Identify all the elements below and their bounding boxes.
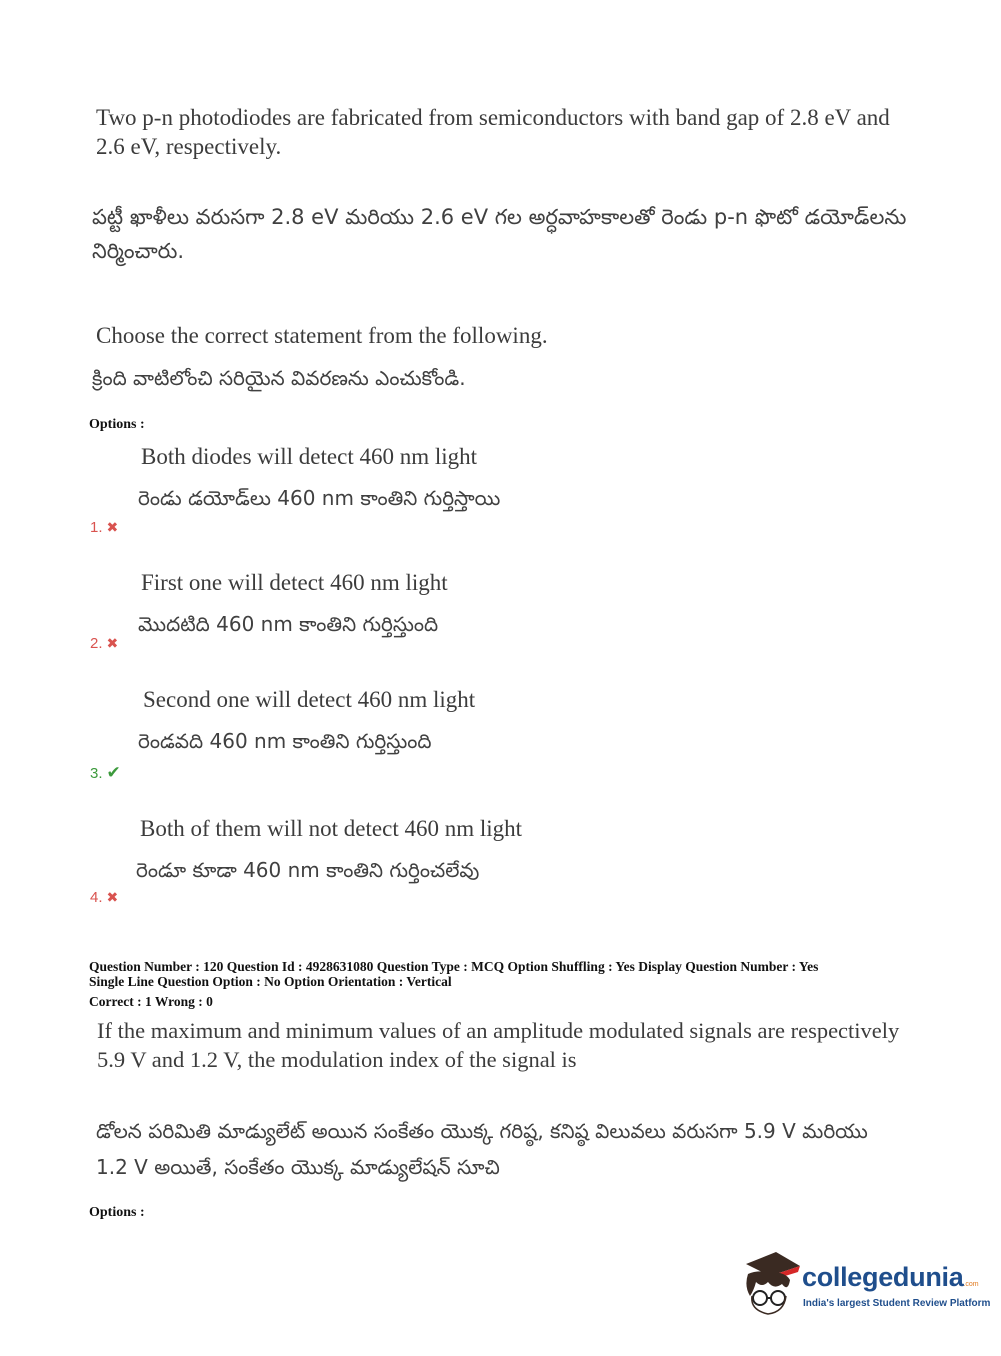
- question-line: If the maximum and minimum values of an amplitude modulated signals are respectively: [97, 1018, 900, 1043]
- option-3-english: Second one will detect 460 nm light: [143, 687, 476, 712]
- question-line: డోలన పరిమితి మాడ్యులేట్ అయిన సంకేతం యొక్క గరిష్ఠ, కనిష్ఠ విలువలు వరుసగా 5.9 V మరియు: [96, 1119, 868, 1143]
- question-line: Two p-n photodiodes are fabricated from semiconductors with band gap of 2.8 eV and: [96, 105, 890, 130]
- logo-wordmark: collegedunia: [802, 1262, 964, 1292]
- logo-tagline: India's largest Student Review Platform: [803, 1298, 991, 1309]
- logo-suffix: .com: [963, 1281, 979, 1288]
- question-text-telugu: [96, 1113, 966, 1185]
- question-line: నిర్మించారు.: [92, 239, 185, 263]
- option-4-telugu: రెండూ కూడా 460 nm కాంతిని గుర్తించలేవు: [136, 858, 480, 882]
- option-number: 2.: [90, 635, 103, 652]
- option-number: 4.: [90, 889, 103, 906]
- cross-icon: ✖: [106, 635, 119, 651]
- option-4-english: Both of them will not detect 460 nm light: [140, 816, 523, 841]
- option-1-marker: [90, 519, 118, 536]
- options-label: Options :: [89, 417, 145, 432]
- option-2-english: First one will detect 460 nm light: [141, 570, 448, 595]
- option-number: 1.: [90, 519, 103, 536]
- option-2-marker: [90, 635, 118, 652]
- prompt-english: Choose the correct statement from the following.: [96, 323, 548, 348]
- option-3-marker: [90, 763, 121, 783]
- meta-line: Single Line Question Option : No Option Orientation : Vertical: [89, 974, 452, 989]
- question-line: 5.9 V and 1.2 V, the modulation index of the signal is: [97, 1047, 577, 1072]
- cross-icon: ✖: [106, 519, 119, 535]
- question-line: పట్టీ ఖాళీలు వరుసగా 2.8 eV మరియు 2.6 eV గల అర్ధవాహకాలతో రెండు p-n ఫొటో డయోడ్‌లను: [92, 205, 907, 229]
- marks-line: Correct : 1 Wrong : 0: [89, 994, 213, 1009]
- prompt-telugu: క్రింది వాటిలోంచి సరియైన వివరణను ఎంచుకోండి.: [92, 366, 466, 390]
- meta-line: Question Number : 120 Question Id : 4928631080 Question Type : MCQ Option Shuffling : Yes Display Question Number : Yes: [89, 959, 819, 974]
- cross-icon: ✖: [106, 889, 119, 905]
- option-number: 3.: [90, 765, 103, 782]
- option-1-telugu: రెండు డయోడ్‌లు 460 nm కాంతిని గుర్తిస్తాయి: [138, 486, 501, 510]
- options-label: Options :: [89, 1205, 145, 1220]
- option-4-marker: [90, 889, 118, 906]
- question-meta: [89, 959, 969, 1009]
- option-3-telugu: రెండవది 460 nm కాంతిని గుర్తిస్తుంది: [138, 729, 432, 753]
- mascot-icon: [740, 1250, 802, 1318]
- question-line: 2.6 eV, respectively.: [96, 134, 282, 159]
- check-icon: ✔: [106, 763, 121, 782]
- question-line: 1.2 V అయితే, సంకేతం యొక్క మాడ్యులేషన్ సూచి: [96, 1155, 500, 1179]
- option-1-english: Both diodes will detect 460 nm light: [141, 444, 478, 469]
- collegedunia-logo: [740, 1250, 991, 1320]
- question-text-telugu: [92, 200, 962, 268]
- option-2-telugu: మొదటిది 460 nm కాంతిని గుర్తిస్తుంది: [138, 612, 439, 636]
- question-text-english: [97, 1016, 957, 1074]
- question-text-english: [96, 103, 956, 161]
